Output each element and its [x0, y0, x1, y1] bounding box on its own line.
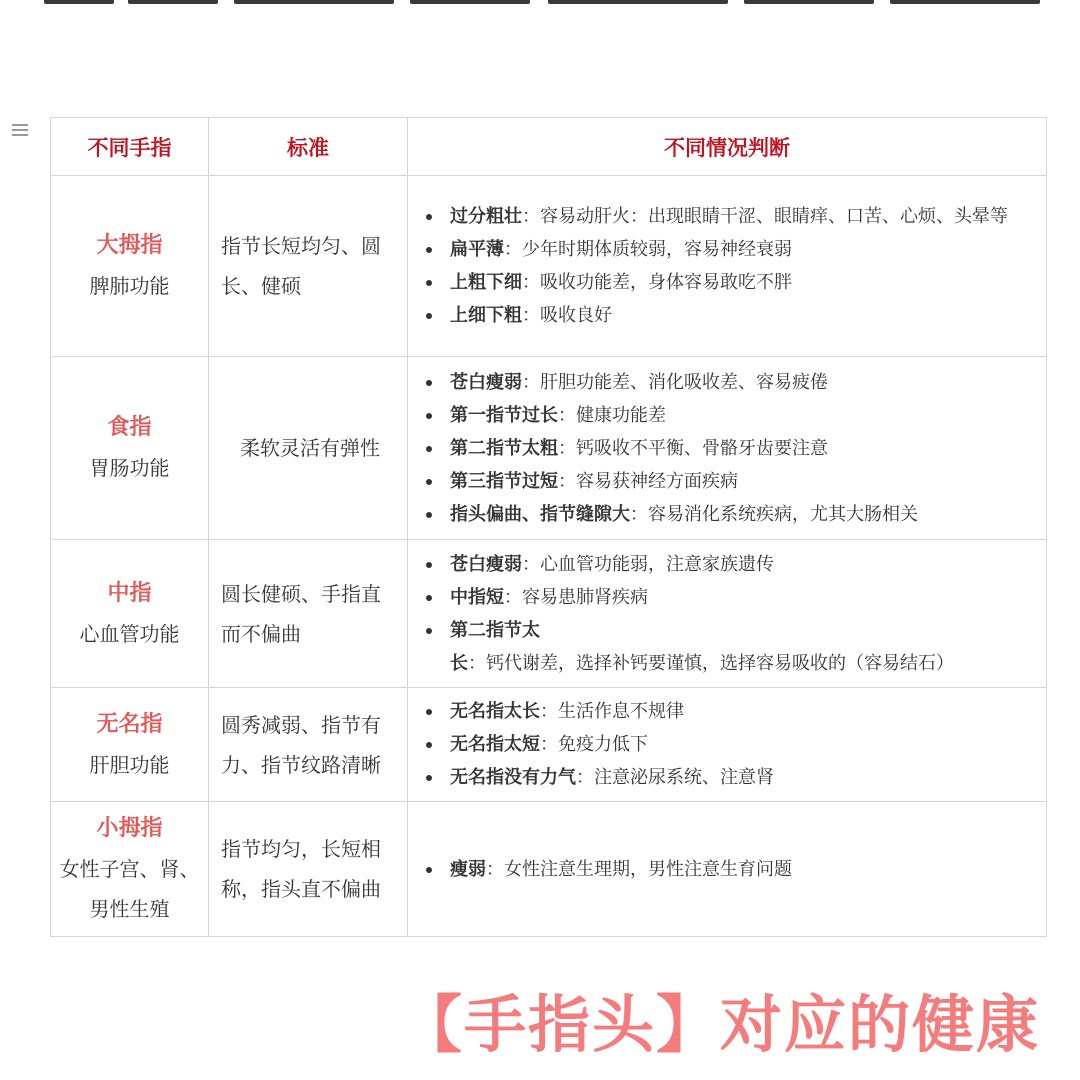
list-item — [418, 299, 1038, 332]
bullet-dot-icon — [426, 280, 432, 286]
column-header-finger: 不同手指 — [51, 118, 209, 176]
list-item — [418, 614, 1038, 680]
list-item — [418, 761, 1038, 794]
page-caption: 【手指头】对应的健康 — [399, 988, 1040, 1061]
bullet-dot-icon — [426, 628, 432, 634]
condition-term: 第三指节过短 — [450, 470, 558, 492]
bullet-dot-icon — [426, 595, 432, 601]
list-item — [418, 266, 1038, 299]
list-item — [418, 465, 1038, 498]
list-item — [418, 366, 1038, 399]
column-header-standard: 标准 — [209, 118, 408, 176]
condition-term: 上细下粗 — [450, 305, 522, 326]
finger-function: 胃肠功能 — [89, 456, 170, 480]
finger-name: 食指 — [107, 415, 152, 440]
condition-desc: ：钙代谢差，选择补钙要谨慎，选择容易吸收的（容易结石） — [468, 652, 954, 674]
finger-name: 中指 — [107, 580, 152, 606]
condition-term: 第二指节太长 — [450, 619, 540, 674]
condition-term: 第一指节过长 — [450, 404, 558, 426]
bullet-dot-icon — [426, 867, 432, 873]
condition-desc: ：心血管功能弱，注意家族遗传 — [522, 553, 774, 575]
condition-desc: ：免疫力低下 — [540, 734, 648, 755]
bullet-dot-icon — [426, 446, 432, 452]
condition-desc: ：容易动肝火：出现眼睛干涩、眼睛痒、口苦、心烦、头晕等 — [522, 206, 1008, 227]
list-item — [418, 200, 1038, 233]
condition-term: 无名指没有力气 — [450, 767, 576, 788]
standard-cell: 圆长健硕、手指直而不偏曲 — [209, 540, 408, 688]
finger-health-table — [50, 117, 1047, 937]
condition-term: 指头偏曲、指节缝隙大 — [450, 503, 630, 525]
bullet-dot-icon — [426, 479, 432, 485]
finger-name: 大拇指 — [96, 233, 163, 258]
list-item — [418, 498, 1038, 531]
standard-cell: 柔软灵活有弹性 — [209, 357, 408, 540]
condition-term: 第二指节太粗 — [450, 437, 558, 459]
finger-name: 小拇指 — [96, 816, 163, 841]
bullet-dot-icon — [426, 742, 432, 748]
condition-term: 中指短 — [450, 586, 504, 608]
judgement-cell — [408, 802, 1047, 937]
condition-desc: ：肝胆功能差、消化吸收差、容易疲倦 — [522, 371, 828, 393]
finger-function: 脾肺功能 — [89, 274, 170, 298]
standard-cell: 指节均匀，长短相称，指头直不偏曲 — [209, 802, 408, 937]
table-row — [51, 802, 1047, 937]
judgement-cell — [408, 176, 1047, 357]
condition-desc: ：女性注意生理期，男性注意生育问题 — [486, 858, 792, 880]
condition-desc: ：钙吸收不平衡、骨骼牙齿要注意 — [558, 437, 828, 459]
bullet-dot-icon — [426, 214, 432, 220]
finger-cell — [51, 357, 209, 540]
list-item — [418, 399, 1038, 432]
bullet-dot-icon — [426, 775, 432, 781]
bullet-dot-icon — [426, 313, 432, 319]
list-item — [418, 695, 1038, 728]
finger-cell — [51, 540, 209, 688]
condition-desc: ：健康功能差 — [558, 404, 666, 426]
judgement-cell — [408, 357, 1047, 540]
list-item — [418, 548, 1038, 581]
standard-cell: 圆秀减弱、指节有力、指节纹路清晰 — [209, 688, 408, 802]
bullet-dot-icon — [426, 413, 432, 419]
condition-desc: ：容易获神经方面疾病 — [558, 470, 738, 492]
bullet-dot-icon — [426, 512, 432, 518]
finger-cell — [51, 176, 209, 357]
condition-term: 无名指太长 — [450, 701, 540, 722]
cropped-text-line — [0, 0, 1080, 8]
table-header-row — [51, 118, 1047, 176]
finger-function: 肝胆功能 — [89, 752, 170, 777]
table-row — [51, 357, 1047, 540]
finger-cell — [51, 688, 209, 802]
condition-desc: ：容易消化系统疾病，尤其大肠相关 — [630, 503, 918, 525]
bullet-dot-icon — [426, 380, 432, 386]
condition-desc: ：注意泌尿系统、注意肾 — [576, 767, 774, 788]
condition-term: 苍白瘦弱 — [450, 371, 522, 393]
condition-desc: ：容易患肺肾疾病 — [504, 586, 648, 608]
condition-desc: ：吸收功能差，身体容易敢吃不胖 — [522, 272, 792, 293]
bullet-dot-icon — [426, 562, 432, 568]
menu-icon[interactable] — [12, 124, 28, 138]
standard-cell: 指节长短均匀、圆长、健硕 — [209, 176, 408, 357]
finger-function: 女性子宫、肾、男性生殖 — [59, 857, 200, 921]
condition-term: 过分粗壮 — [450, 206, 522, 227]
table-row — [51, 688, 1047, 802]
finger-name: 无名指 — [96, 711, 163, 737]
condition-term: 扁平薄 — [450, 239, 504, 260]
finger-cell — [51, 802, 209, 937]
condition-desc: ：吸收良好 — [522, 305, 612, 326]
condition-desc: ：少年时期体质较弱，容易神经衰弱 — [504, 239, 792, 260]
list-item — [418, 432, 1038, 465]
condition-term: 上粗下细 — [450, 272, 522, 293]
list-item — [418, 581, 1038, 614]
judgement-cell — [408, 540, 1047, 688]
bullet-dot-icon — [426, 247, 432, 253]
condition-desc: ：生活作息不规律 — [540, 701, 684, 722]
table-row — [51, 176, 1047, 357]
condition-term: 苍白瘦弱 — [450, 553, 522, 575]
column-header-judgement: 不同情况判断 — [408, 118, 1047, 176]
list-item — [418, 233, 1038, 266]
condition-term: 瘦弱 — [450, 858, 486, 880]
bullet-dot-icon — [426, 709, 432, 715]
condition-term: 无名指太短 — [450, 734, 540, 755]
list-item — [418, 853, 1038, 886]
finger-function: 心血管功能 — [79, 621, 180, 646]
list-item — [418, 728, 1038, 761]
judgement-cell — [408, 688, 1047, 802]
table-row — [51, 540, 1047, 688]
